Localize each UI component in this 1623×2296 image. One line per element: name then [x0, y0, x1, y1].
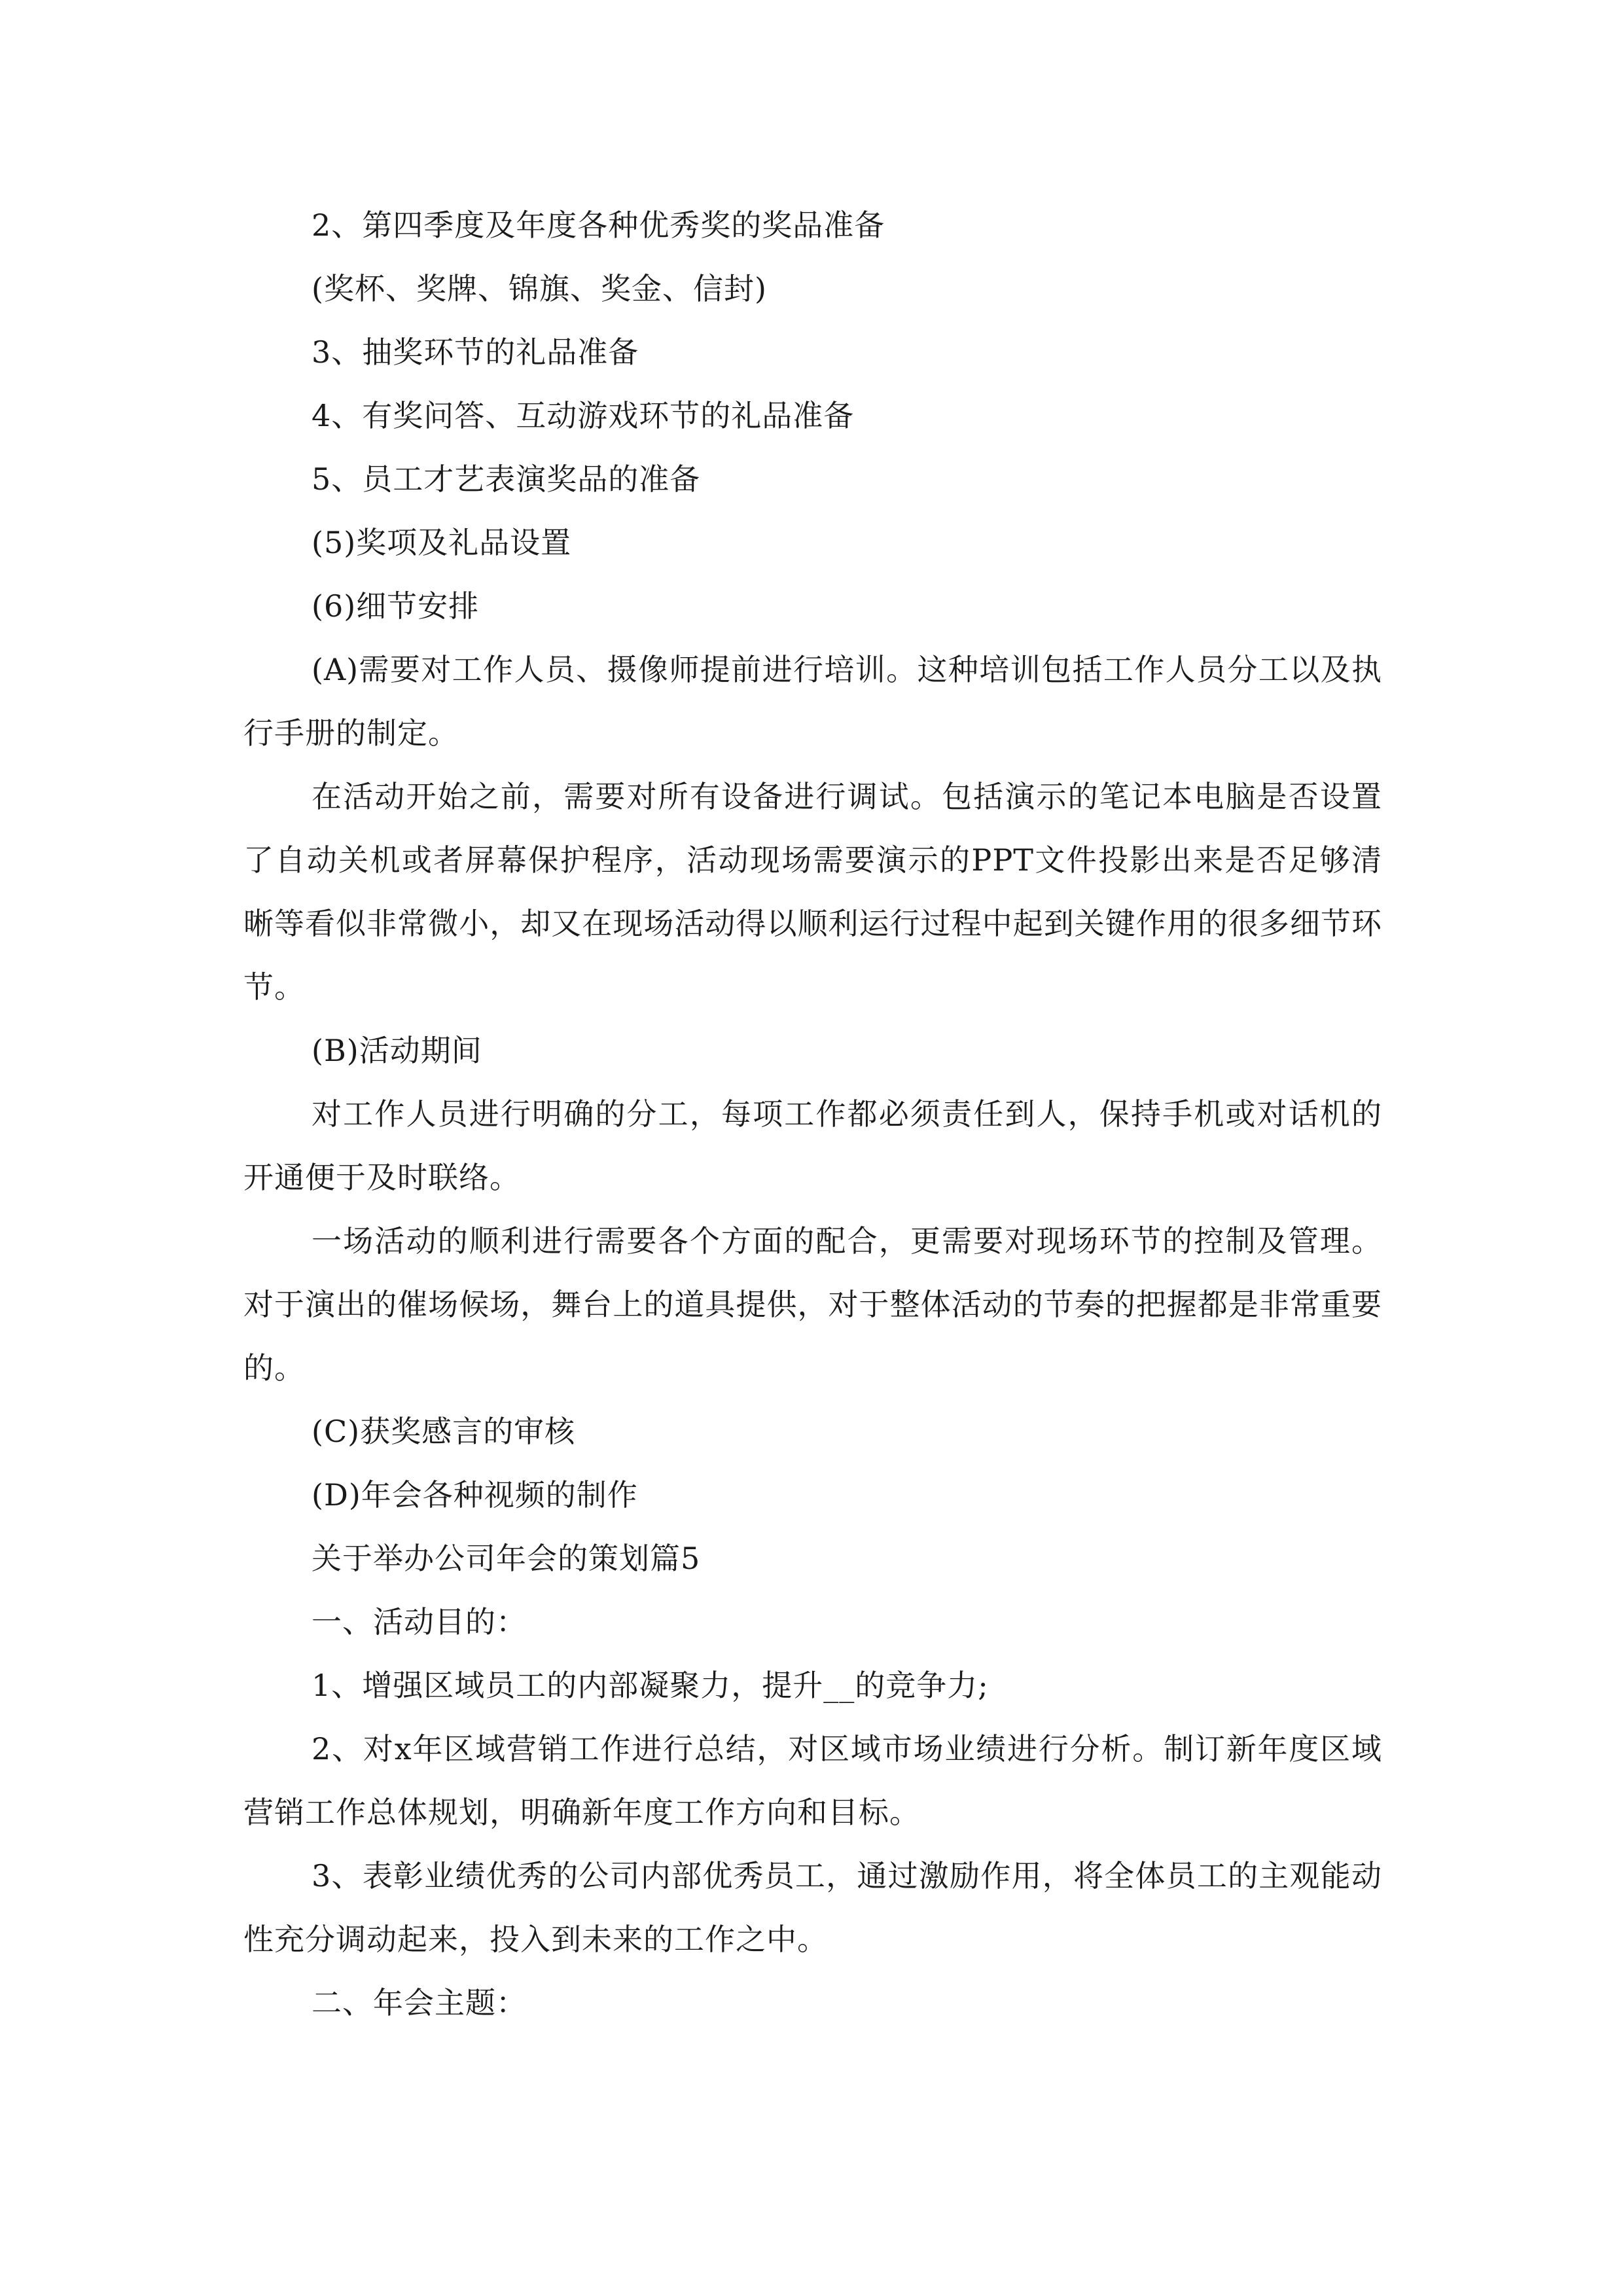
heading-video-production: (D)年会各种视频的制作 [312, 1477, 638, 1513]
heading-event-purpose: 一、活动目的： [312, 1604, 527, 1640]
heading-detail-arrangement: (6)细节安排 [312, 588, 480, 624]
paragraph-lottery-gifts: 3、抽奖环节的礼品准备 [312, 334, 639, 370]
heading-speech-review: (C)获奖感言的审核 [312, 1414, 576, 1449]
paragraph-purpose-1: 1、增强区域员工的内部凝聚力，提升__的竞争力; [312, 1668, 989, 1703]
heading-annual-theme: 二、年会主题： [312, 1985, 527, 2020]
paragraph-quiz-gifts: 4、有奖问答、互动游戏环节的礼品准备 [312, 398, 855, 433]
paragraph-performance-prizes: 5、员工才艺表演奖品的准备 [312, 461, 701, 497]
paragraph-staff-training: (A)需要对工作人员、摄像师提前进行培训。这种培训包括工作人员分工以及执行手册的制定。 [243, 652, 1382, 751]
paragraph-division-of-labor: 对工作人员进行明确的分工，每项工作都必须责任到人，保持手机或对话机的开通便于及时联络。 [243, 1096, 1382, 1195]
section-title-plan-5: 关于举办公司年会的策划篇5 [312, 1541, 701, 1576]
heading-during-event: (B)活动期间 [312, 1033, 482, 1068]
paragraph-onsite-control: 一场活动的顺利进行需要各个方面的配合，更需要对现场环节的控制及管理。对于演出的催场候场，舞台上的道具提供，对于整体活动的节奏的把握都是非常重要的。 [243, 1223, 1382, 1386]
paragraph-purpose-2: 2、对x年区域营销工作进行总结，对区域市场业绩进行分析。制订新年度区域营销工作总体规划，明确新年度工作方向和目标。 [243, 1731, 1382, 1830]
heading-award-settings: (5)奖项及礼品设置 [312, 525, 572, 560]
paragraph-equipment-testing: 在活动开始之前，需要对所有设备进行调试。包括演示的笔记本电脑是否设置了自动关机或者屏幕保护程序，活动现场需要演示的PPT文件投影出来是否足够清晰等看似非常微小，却又在现场活动得以顺利运行过程中起到关键作用的很多细节环节。 [243, 779, 1382, 1005]
paragraph-purpose-3: 3、表彰业绩优秀的公司内部优秀员工，通过激励作用，将全体员工的主观能动性充分调动起来，投入到未来的工作之中。 [243, 1858, 1382, 1957]
document-body [243, 194, 1382, 2035]
paragraph-award-prep: 2、第四季度及年度各种优秀奖的奖品准备 [312, 207, 885, 243]
paragraph-award-items: (奖杯、奖牌、锦旗、奖金、信封) [312, 271, 767, 306]
